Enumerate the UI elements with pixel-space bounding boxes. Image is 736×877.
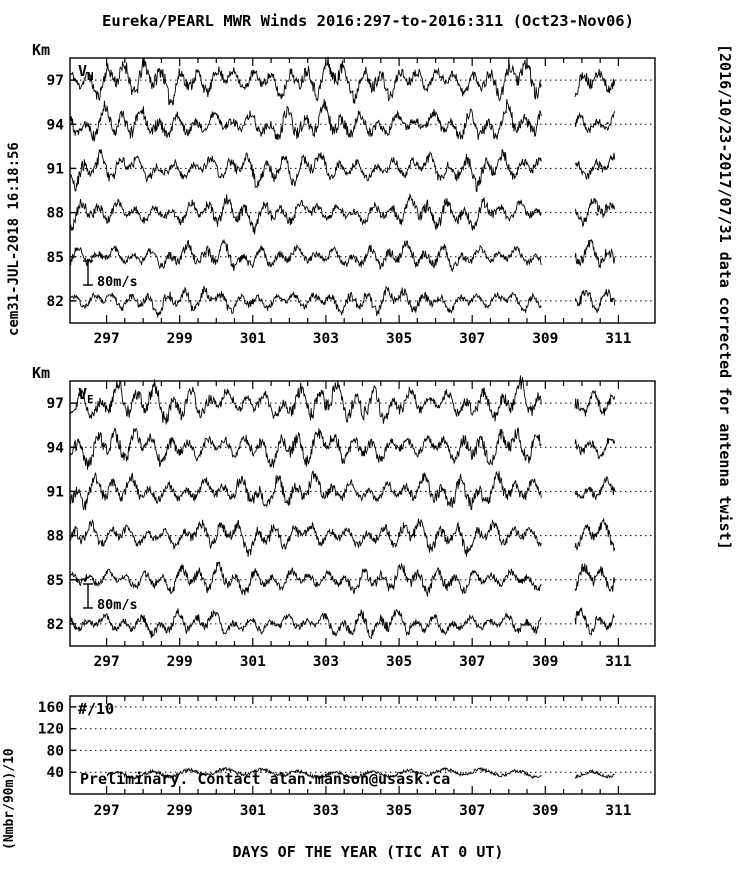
svg-text:307: 307 — [459, 803, 486, 819]
svg-text:94: 94 — [46, 440, 64, 457]
svg-text:Preliminary. Contact alan.mans: Preliminary. Contact alan.manson@usask.ca — [80, 770, 451, 788]
svg-text:120: 120 — [37, 721, 64, 738]
panel-ve — [0, 363, 736, 686]
svg-text:305: 305 — [385, 331, 413, 347]
svg-text:305: 305 — [385, 803, 413, 819]
svg-text:85: 85 — [46, 249, 64, 266]
data-note-label: [2016/10/23-2017/07/31 data corrected for antenna twist] — [716, 44, 734, 550]
svg-text:160: 160 — [37, 699, 64, 716]
svg-text:311: 311 — [605, 331, 632, 347]
svg-text:82: 82 — [46, 616, 64, 633]
x-axis-title: DAYS OF THE YEAR (TIC AT 0 UT) — [232, 843, 504, 861]
svg-text:297: 297 — [93, 654, 120, 670]
svg-text:Km: Km — [32, 41, 51, 59]
svg-text:97: 97 — [46, 73, 64, 90]
svg-text:91: 91 — [46, 161, 64, 178]
timestamp-label: cem31-JUL-2018 16:18:56 — [6, 142, 22, 336]
panel-counts — [0, 686, 736, 846]
svg-text:309: 309 — [532, 331, 559, 347]
svg-text:311: 311 — [605, 803, 632, 819]
svg-text:311: 311 — [605, 654, 632, 670]
count-axis-label: (Nmbr/90m)/10 — [2, 748, 17, 850]
svg-text:80: 80 — [46, 743, 64, 760]
svg-text:305: 305 — [385, 654, 413, 670]
svg-text:303: 303 — [312, 654, 340, 670]
svg-text:303: 303 — [312, 331, 340, 347]
svg-text:307: 307 — [459, 331, 486, 347]
svg-text:307: 307 — [459, 654, 486, 670]
svg-text:301: 301 — [239, 331, 266, 347]
svg-text:85: 85 — [46, 572, 64, 589]
svg-text:VE: $V_E$ — [78, 385, 94, 406]
svg-text:82: 82 — [46, 293, 64, 310]
svg-text:303: 303 — [312, 803, 340, 819]
svg-text:299: 299 — [166, 654, 193, 670]
svg-text:88: 88 — [46, 205, 64, 222]
svg-text:91: 91 — [46, 484, 64, 501]
svg-text:97: 97 — [46, 396, 64, 413]
svg-text:94: 94 — [46, 117, 64, 134]
svg-text:80m/s: 80m/s — [97, 597, 138, 613]
page-title: Eureka/PEARL MWR Winds 2016:297-to-2016:311 (Oct23-Nov06) — [102, 12, 634, 30]
svg-text:299: 299 — [166, 803, 193, 819]
svg-text:VN: $V_N$ — [78, 62, 94, 83]
svg-text:297: 297 — [93, 331, 120, 347]
svg-text:299: 299 — [166, 331, 193, 347]
svg-text:301: 301 — [239, 654, 266, 670]
svg-text:40: 40 — [46, 765, 64, 782]
svg-text:88: 88 — [46, 528, 64, 545]
svg-text:#/10: #/10 — [78, 700, 115, 718]
svg-text:301: 301 — [239, 803, 266, 819]
svg-text:309: 309 — [532, 654, 559, 670]
svg-text:309: 309 — [532, 803, 559, 819]
panel-vn — [0, 40, 736, 363]
svg-text:Km: Km — [32, 364, 51, 382]
svg-text:297: 297 — [93, 803, 120, 819]
svg-text:80m/s: 80m/s — [97, 274, 138, 290]
